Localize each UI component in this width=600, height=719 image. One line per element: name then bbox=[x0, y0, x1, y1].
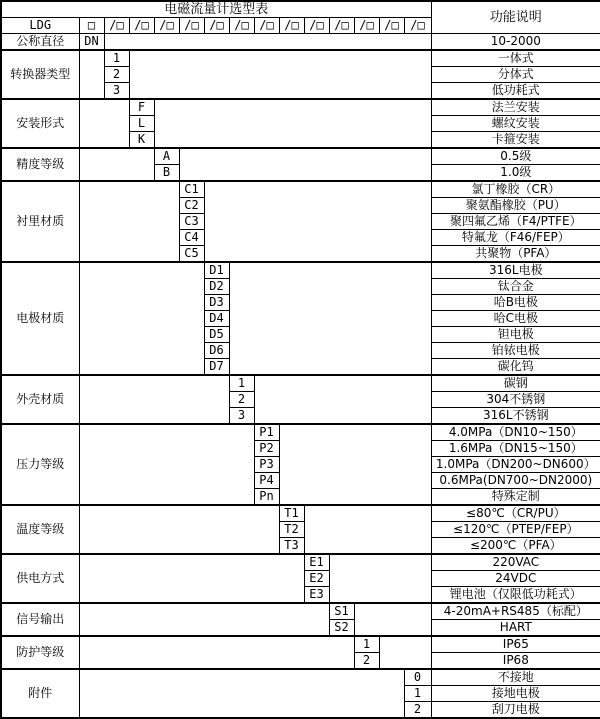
option-description: 4.0MPa（DN10~150） bbox=[431, 424, 600, 441]
option-code-box: /□ bbox=[304, 18, 329, 34]
option-description: 特殊定制 bbox=[431, 489, 600, 506]
category-label: 电极材质 bbox=[1, 262, 79, 375]
option-code: D3 bbox=[204, 295, 229, 311]
option-description: 0.5级 bbox=[431, 148, 600, 165]
option-code-box: /□ bbox=[104, 18, 129, 34]
option-description: 0.6MPa(DN700~DN2000) bbox=[431, 473, 600, 489]
empty-cell bbox=[354, 603, 431, 636]
option-code: 0 bbox=[404, 669, 431, 686]
option-code: C5 bbox=[179, 246, 204, 263]
option-code: T2 bbox=[279, 522, 304, 538]
category-label: 精度等级 bbox=[1, 148, 79, 181]
option-description: ≤200℃（PFA） bbox=[431, 538, 600, 555]
option-code: D6 bbox=[204, 343, 229, 359]
option-code: 1 bbox=[354, 636, 379, 653]
option-description: 接地电极 bbox=[431, 686, 600, 702]
category-label: 安装形式 bbox=[1, 99, 79, 148]
empty-cell bbox=[79, 148, 154, 181]
option-description: 法兰安装 bbox=[431, 99, 600, 116]
option-code: K bbox=[129, 132, 154, 149]
option-code: P3 bbox=[254, 457, 279, 473]
option-code: B bbox=[154, 165, 179, 182]
option-description: 聚四氟乙烯（F4/PTFE） bbox=[431, 214, 600, 230]
option-description: IP68 bbox=[431, 653, 600, 670]
option-code-box: /□ bbox=[254, 18, 279, 34]
option-description: 哈C电极 bbox=[431, 311, 600, 327]
option-code-box: /□ bbox=[379, 18, 404, 34]
option-description: HART bbox=[431, 620, 600, 637]
option-code-box: /□ bbox=[329, 18, 354, 34]
option-description: 聚氨酯橡胶（PU） bbox=[431, 198, 600, 214]
option-code: D2 bbox=[204, 279, 229, 295]
category-label: 衬里材质 bbox=[1, 181, 79, 262]
empty-cell bbox=[79, 181, 179, 262]
empty-cell bbox=[154, 99, 431, 148]
category-label: 温度等级 bbox=[1, 505, 79, 554]
option-description: 氯丁橡胶（CR） bbox=[431, 181, 600, 198]
option-description: 哈B电极 bbox=[431, 295, 600, 311]
option-code: E3 bbox=[304, 587, 329, 604]
option-description: 碳化钨 bbox=[431, 359, 600, 376]
option-code: 2 bbox=[104, 67, 129, 83]
option-code: 3 bbox=[229, 408, 254, 425]
option-code: C1 bbox=[179, 181, 204, 198]
category-label: 供电方式 bbox=[1, 554, 79, 603]
option-code: DN bbox=[79, 34, 104, 51]
option-description: 1.6MPa（DN15~150） bbox=[431, 441, 600, 457]
option-description: ≤120℃（PTEP/FEP） bbox=[431, 522, 600, 538]
option-description: 铂铱电极 bbox=[431, 343, 600, 359]
option-code: D4 bbox=[204, 311, 229, 327]
option-code-box: /□ bbox=[229, 18, 254, 34]
option-code-box: /□ bbox=[129, 18, 154, 34]
empty-cell bbox=[79, 375, 229, 424]
option-code-box: /□ bbox=[179, 18, 204, 34]
option-description: 316L不锈钢 bbox=[431, 408, 600, 425]
category-label: 附件 bbox=[1, 669, 79, 718]
table-title: 电磁流量计选型表 bbox=[1, 1, 431, 18]
category-label: 信号输出 bbox=[1, 603, 79, 636]
option-code: 3 bbox=[104, 83, 129, 100]
empty-cell bbox=[104, 34, 431, 51]
option-description: 316L电极 bbox=[431, 262, 600, 279]
option-description: 锂电池（仅限低功耗式） bbox=[431, 587, 600, 604]
option-description: ≤80℃（CR/PU） bbox=[431, 505, 600, 522]
empty-cell bbox=[79, 424, 254, 505]
option-code: A bbox=[154, 148, 179, 165]
option-description: IP65 bbox=[431, 636, 600, 653]
empty-cell bbox=[79, 505, 279, 554]
option-description: 刮刀电极 bbox=[431, 702, 600, 719]
option-code: S2 bbox=[329, 620, 354, 637]
option-code: 2 bbox=[229, 392, 254, 408]
empty-cell bbox=[129, 50, 431, 99]
empty-cell bbox=[179, 148, 431, 181]
category-label: 压力等级 bbox=[1, 424, 79, 505]
option-code: C4 bbox=[179, 230, 204, 246]
option-code: Pn bbox=[254, 489, 279, 506]
option-description: 碳钢 bbox=[431, 375, 600, 392]
empty-cell bbox=[379, 636, 431, 669]
option-code: 2 bbox=[404, 702, 431, 719]
option-description: 钛合金 bbox=[431, 279, 600, 295]
option-code: E2 bbox=[304, 571, 329, 587]
empty-cell bbox=[304, 505, 431, 554]
option-description: 24VDC bbox=[431, 571, 600, 587]
option-code: T1 bbox=[279, 505, 304, 522]
series-code: LDG bbox=[1, 18, 79, 34]
option-code: 1 bbox=[229, 375, 254, 392]
option-code-box: /□ bbox=[154, 18, 179, 34]
empty-cell bbox=[79, 554, 304, 603]
option-description: 共聚物（PFA） bbox=[431, 246, 600, 263]
option-description: 10-2000 bbox=[431, 34, 600, 51]
option-code: D7 bbox=[204, 359, 229, 376]
dn-code-box: □ bbox=[79, 18, 104, 34]
empty-cell bbox=[204, 181, 431, 262]
empty-cell bbox=[79, 603, 329, 636]
option-code: S1 bbox=[329, 603, 354, 620]
category-label: 外壳材质 bbox=[1, 375, 79, 424]
option-description: 220VAC bbox=[431, 554, 600, 571]
category-label: 公称直径 bbox=[1, 34, 79, 51]
option-description: 304不锈钢 bbox=[431, 392, 600, 408]
option-description: 分体式 bbox=[431, 67, 600, 83]
option-description: 低功耗式 bbox=[431, 83, 600, 100]
option-code: P4 bbox=[254, 473, 279, 489]
option-code: 1 bbox=[104, 50, 129, 67]
option-description: 螺纹安装 bbox=[431, 116, 600, 132]
option-code: D1 bbox=[204, 262, 229, 279]
empty-cell bbox=[229, 262, 431, 375]
option-code: 1 bbox=[404, 686, 431, 702]
option-description: 4-20mA+RS485（标配） bbox=[431, 603, 600, 620]
category-label: 转换器类型 bbox=[1, 50, 79, 99]
option-code: C3 bbox=[179, 214, 204, 230]
empty-cell bbox=[79, 99, 129, 148]
option-code-box: /□ bbox=[354, 18, 379, 34]
option-description: 卡箍安装 bbox=[431, 132, 600, 149]
empty-cell bbox=[79, 262, 204, 375]
option-code: C2 bbox=[179, 198, 204, 214]
option-description: 不接地 bbox=[431, 669, 600, 686]
option-code: L bbox=[129, 116, 154, 132]
empty-cell bbox=[254, 375, 431, 424]
option-description: 钽电极 bbox=[431, 327, 600, 343]
option-description: 1.0级 bbox=[431, 165, 600, 182]
empty-cell bbox=[79, 636, 354, 669]
category-label: 防护等级 bbox=[1, 636, 79, 669]
option-code: D5 bbox=[204, 327, 229, 343]
option-code: F bbox=[129, 99, 154, 116]
option-description: 一体式 bbox=[431, 50, 600, 67]
option-code-box: /□ bbox=[279, 18, 304, 34]
option-code: 2 bbox=[354, 653, 379, 670]
empty-cell bbox=[279, 424, 431, 505]
option-code: E1 bbox=[304, 554, 329, 571]
function-column-header: 功能说明 bbox=[431, 1, 600, 34]
option-description: 特氟龙（F46/FEP） bbox=[431, 230, 600, 246]
option-description: 1.0MPa（DN200~DN600） bbox=[431, 457, 600, 473]
option-code-box: /□ bbox=[204, 18, 229, 34]
empty-cell bbox=[79, 669, 404, 718]
option-code: T3 bbox=[279, 538, 304, 555]
option-code: P2 bbox=[254, 441, 279, 457]
option-code-box: /□ bbox=[404, 18, 431, 34]
empty-cell bbox=[329, 554, 431, 603]
option-code: P1 bbox=[254, 424, 279, 441]
empty-cell bbox=[79, 50, 104, 99]
